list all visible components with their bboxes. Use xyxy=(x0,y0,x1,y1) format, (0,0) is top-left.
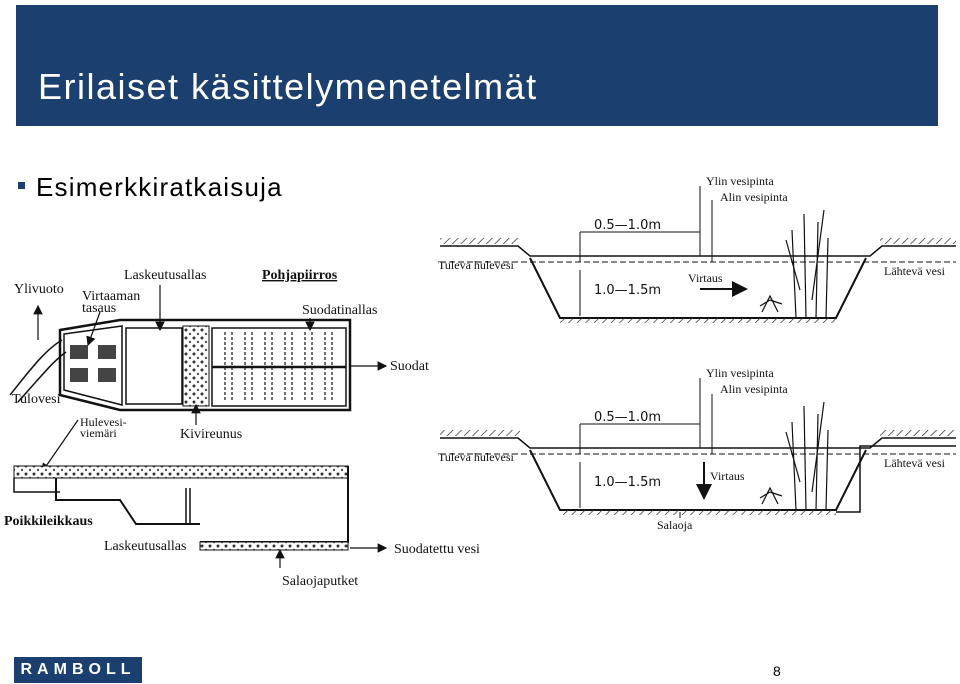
label-ylin-vesipinta-top: Ylin vesipinta xyxy=(706,174,774,188)
label-tuleva-hulevesi-bottom: Tuleva hulevesi xyxy=(438,450,514,464)
bullet-text: Esimerkkiratkaisuja xyxy=(36,172,283,202)
label-pohjapiirros: Pohjapiirros xyxy=(262,268,338,283)
label-alin-vesipinta-bottom: Alin vesipinta xyxy=(720,382,788,396)
label-ylivuoto: Ylivuoto xyxy=(14,282,64,297)
label-ylin-vesipinta-bottom: Ylin vesipinta xyxy=(706,366,774,380)
label-depth2-bottom: 1.0—1.5m xyxy=(594,475,662,490)
label-tulovesi: Tulovesi xyxy=(12,392,61,407)
label-alin-vesipinta-top: Alin vesipinta xyxy=(720,190,788,204)
label-laskeutusallas-bottom: Laskeutusallas xyxy=(104,539,187,554)
label-depth1-bottom: 0.5—1.0m xyxy=(594,410,662,425)
label-tuleva-hulevesi-top: Tuleva hulevesi xyxy=(438,258,514,272)
wetland-bottom-section xyxy=(440,378,956,518)
label-depth1-top: 0.5—1.0m xyxy=(594,218,662,233)
label-depth2-top: 1.0—1.5m xyxy=(594,283,662,298)
ramboll-logo: RAMBOLL xyxy=(14,657,142,683)
label-hulevesi: Hulevesi- xyxy=(80,415,127,429)
label-virtaaman: Virtaaman xyxy=(82,289,141,304)
label-salaoja: Salaoja xyxy=(657,518,693,532)
label-tasaus: tasaus xyxy=(82,301,117,316)
page-number: 8 xyxy=(773,663,781,679)
label-poikkileikkaus: Poikkileikkaus xyxy=(4,514,93,529)
label-virtaus-top: Virtaus xyxy=(688,271,723,285)
label-suodat: Suodat xyxy=(390,359,429,374)
slide-title: Erilaiset käsittelymenetelmät xyxy=(38,66,538,107)
label-lahteva-vesi-bottom: Lähtevä vesi xyxy=(884,456,945,470)
label-kivireunus: Kivireunus xyxy=(180,427,243,442)
label-lahteva-vesi-top: Lähtevä vesi xyxy=(884,264,945,278)
label-viemari: viemäri xyxy=(80,426,117,440)
label-laskeutusallas-top: Laskeutusallas xyxy=(124,268,207,283)
label-suodatettu-vesi: Suodatettu vesi xyxy=(394,542,480,557)
label-suodatinallas: Suodatinallas xyxy=(302,303,378,318)
label-salaojaputket: Salaojaputket xyxy=(282,574,359,589)
wetland-top-section xyxy=(440,186,956,323)
label-virtaus-bottom: Virtaus xyxy=(710,469,745,483)
